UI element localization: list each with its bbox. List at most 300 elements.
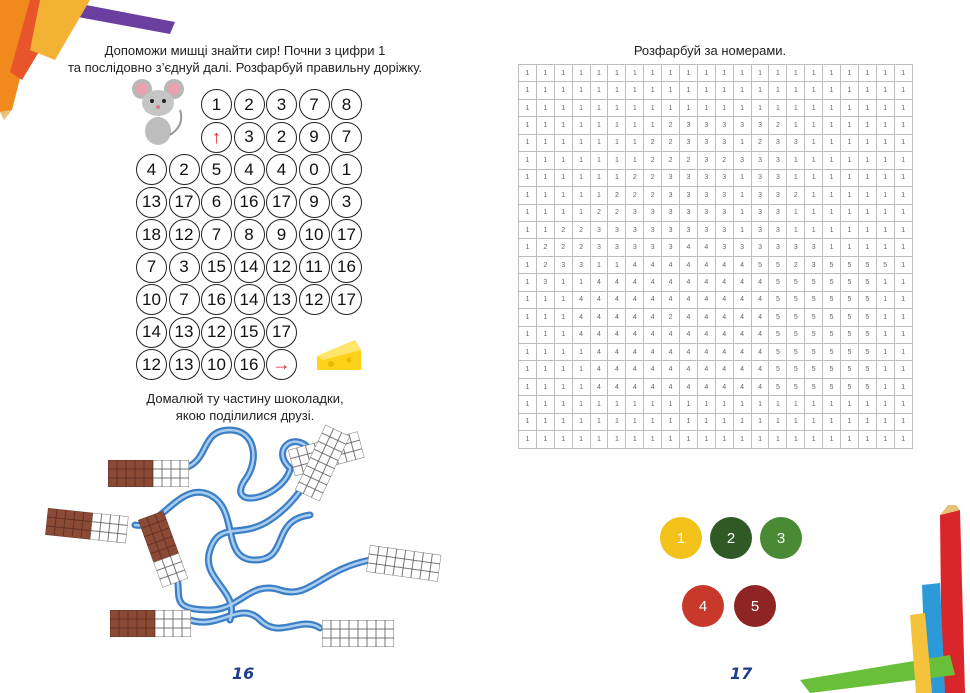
grid-cell[interactable]: 1: [751, 413, 769, 430]
grid-cell[interactable]: 4: [662, 344, 680, 361]
maze-cell[interactable]: 10: [136, 284, 167, 315]
grid-cell[interactable]: 5: [841, 256, 859, 273]
grid-cell[interactable]: 5: [841, 309, 859, 326]
maze-cell[interactable]: 14: [136, 317, 167, 348]
grid-cell[interactable]: 4: [733, 309, 751, 326]
grid-cell[interactable]: 1: [805, 187, 823, 204]
grid-cell[interactable]: 1: [572, 378, 590, 395]
grid-cell[interactable]: 1: [644, 99, 662, 116]
grid-cell[interactable]: 1: [536, 309, 554, 326]
grid-cell[interactable]: 4: [751, 274, 769, 291]
maze-cell[interactable]: 5: [201, 154, 232, 185]
grid-cell[interactable]: 1: [536, 169, 554, 186]
grid-cell[interactable]: 1: [751, 65, 769, 82]
grid-cell[interactable]: 4: [572, 291, 590, 308]
grid-cell[interactable]: 1: [876, 361, 894, 378]
grid-cell[interactable]: 2: [715, 152, 733, 169]
grid-cell[interactable]: 3: [680, 221, 698, 238]
grid-cell[interactable]: 1: [590, 169, 608, 186]
grid-cell[interactable]: 1: [823, 431, 841, 448]
grid-cell[interactable]: 1: [805, 82, 823, 99]
maze-cell[interactable]: 16: [201, 284, 232, 315]
grid-cell[interactable]: 1: [823, 152, 841, 169]
grid-cell[interactable]: 4: [644, 344, 662, 361]
grid-cell[interactable]: 1: [697, 99, 715, 116]
grid-cell[interactable]: 2: [626, 169, 644, 186]
grid-cell[interactable]: 4: [644, 274, 662, 291]
maze-cell[interactable]: 0: [299, 154, 330, 185]
maze-cell[interactable]: 2: [169, 154, 200, 185]
grid-cell[interactable]: 1: [894, 169, 912, 186]
grid-cell[interactable]: 1: [894, 431, 912, 448]
grid-cell[interactable]: 1: [536, 221, 554, 238]
grid-cell[interactable]: 5: [823, 361, 841, 378]
grid-cell[interactable]: 4: [644, 378, 662, 395]
grid-cell[interactable]: 3: [733, 152, 751, 169]
grid-cell[interactable]: 4: [751, 326, 769, 343]
grid-cell[interactable]: 1: [662, 431, 680, 448]
grid-cell[interactable]: 1: [608, 134, 626, 151]
grid-cell[interactable]: 5: [805, 291, 823, 308]
grid-cell[interactable]: 1: [769, 413, 787, 430]
grid-cell[interactable]: 3: [644, 221, 662, 238]
grid-cell[interactable]: 5: [858, 326, 876, 343]
grid-cell[interactable]: 3: [680, 187, 698, 204]
grid-cell[interactable]: 4: [680, 344, 698, 361]
grid-cell[interactable]: 4: [697, 378, 715, 395]
grid-cell[interactable]: 4: [644, 256, 662, 273]
grid-cell[interactable]: 1: [787, 82, 805, 99]
grid-cell[interactable]: 1: [590, 396, 608, 413]
grid-cell[interactable]: 4: [751, 378, 769, 395]
grid-cell[interactable]: 4: [662, 361, 680, 378]
grid-cell[interactable]: 5: [858, 309, 876, 326]
grid-cell[interactable]: 4: [608, 378, 626, 395]
grid-cell[interactable]: 1: [858, 187, 876, 204]
grid-cell[interactable]: 3: [662, 187, 680, 204]
grid-cell[interactable]: 1: [519, 99, 537, 116]
maze-cell[interactable]: 13: [169, 317, 200, 348]
grid-cell[interactable]: 1: [715, 431, 733, 448]
grid-cell[interactable]: 5: [823, 378, 841, 395]
grid-cell[interactable]: 2: [554, 221, 572, 238]
grid-cell[interactable]: 1: [805, 169, 823, 186]
grid-cell[interactable]: 3: [680, 169, 698, 186]
grid-cell[interactable]: 1: [536, 82, 554, 99]
grid-cell[interactable]: 3: [769, 239, 787, 256]
grid-cell[interactable]: 3: [733, 117, 751, 134]
grid-cell[interactable]: 4: [644, 309, 662, 326]
maze-cell[interactable]: 14: [234, 284, 265, 315]
grid-cell[interactable]: 5: [787, 326, 805, 343]
grid-cell[interactable]: 1: [697, 65, 715, 82]
grid-cell[interactable]: 1: [554, 361, 572, 378]
grid-cell[interactable]: 1: [894, 326, 912, 343]
maze-cell[interactable]: 7: [136, 252, 167, 283]
grid-cell[interactable]: 4: [626, 344, 644, 361]
grid-cell[interactable]: 1: [519, 152, 537, 169]
grid-cell[interactable]: 3: [715, 187, 733, 204]
grid-cell[interactable]: 1: [572, 396, 590, 413]
grid-cell[interactable]: 1: [876, 152, 894, 169]
grid-cell[interactable]: 1: [787, 65, 805, 82]
grid-cell[interactable]: 3: [644, 239, 662, 256]
grid-cell[interactable]: 1: [608, 82, 626, 99]
grid-cell[interactable]: 1: [858, 413, 876, 430]
grid-cell[interactable]: 3: [751, 204, 769, 221]
grid-cell[interactable]: 1: [751, 431, 769, 448]
grid-cell[interactable]: 1: [858, 169, 876, 186]
grid-cell[interactable]: 1: [608, 99, 626, 116]
maze-cell[interactable]: 4: [266, 154, 297, 185]
grid-cell[interactable]: 4: [733, 274, 751, 291]
grid-cell[interactable]: 1: [536, 291, 554, 308]
grid-cell[interactable]: 1: [608, 431, 626, 448]
grid-cell[interactable]: 1: [715, 413, 733, 430]
grid-cell[interactable]: 1: [697, 413, 715, 430]
grid-cell[interactable]: 1: [876, 309, 894, 326]
grid-cell[interactable]: 4: [662, 274, 680, 291]
grid-cell[interactable]: 1: [519, 82, 537, 99]
grid-cell[interactable]: 1: [572, 82, 590, 99]
grid-cell[interactable]: 1: [554, 326, 572, 343]
grid-cell[interactable]: 3: [697, 221, 715, 238]
grid-cell[interactable]: 1: [876, 187, 894, 204]
grid-cell[interactable]: 5: [769, 291, 787, 308]
grid-cell[interactable]: 4: [733, 256, 751, 273]
maze-cell[interactable]: 11: [299, 252, 330, 283]
grid-cell[interactable]: 4: [590, 274, 608, 291]
grid-cell[interactable]: 1: [858, 82, 876, 99]
maze-cell[interactable]: 8: [331, 89, 362, 120]
grid-cell[interactable]: 1: [608, 396, 626, 413]
grid-cell[interactable]: 3: [751, 169, 769, 186]
grid-cell[interactable]: 1: [733, 396, 751, 413]
grid-cell[interactable]: 1: [769, 396, 787, 413]
grid-cell[interactable]: 1: [823, 187, 841, 204]
grid-cell[interactable]: 4: [680, 239, 698, 256]
grid-cell[interactable]: 1: [644, 413, 662, 430]
grid-cell[interactable]: 1: [751, 82, 769, 99]
grid-cell[interactable]: 1: [894, 344, 912, 361]
maze-cell[interactable]: 6: [201, 187, 232, 218]
grid-cell[interactable]: 5: [805, 361, 823, 378]
grid-cell[interactable]: 1: [823, 396, 841, 413]
grid-cell[interactable]: 4: [590, 309, 608, 326]
grid-cell[interactable]: 4: [715, 361, 733, 378]
maze-cell[interactable]: 10: [299, 219, 330, 250]
grid-cell[interactable]: 1: [536, 413, 554, 430]
grid-cell[interactable]: 1: [894, 291, 912, 308]
grid-cell[interactable]: 5: [769, 378, 787, 395]
grid-cell[interactable]: 1: [519, 134, 537, 151]
grid-cell[interactable]: 1: [536, 396, 554, 413]
grid-cell[interactable]: 4: [608, 326, 626, 343]
grid-cell[interactable]: 1: [590, 431, 608, 448]
grid-cell[interactable]: 1: [733, 134, 751, 151]
grid-cell[interactable]: 4: [608, 291, 626, 308]
grid-cell[interactable]: 1: [841, 413, 859, 430]
grid-cell[interactable]: 1: [608, 117, 626, 134]
grid-cell[interactable]: 5: [805, 378, 823, 395]
grid-cell[interactable]: 2: [662, 309, 680, 326]
grid-cell[interactable]: 1: [680, 65, 698, 82]
grid-cell[interactable]: 5: [841, 326, 859, 343]
grid-cell[interactable]: 1: [876, 431, 894, 448]
grid-cell[interactable]: 1: [841, 221, 859, 238]
grid-cell[interactable]: 1: [894, 204, 912, 221]
grid-cell[interactable]: 2: [554, 239, 572, 256]
grid-cell[interactable]: 1: [841, 239, 859, 256]
grid-cell[interactable]: 1: [876, 117, 894, 134]
grid-cell[interactable]: 1: [554, 117, 572, 134]
grid-cell[interactable]: 1: [697, 396, 715, 413]
grid-cell[interactable]: 1: [894, 413, 912, 430]
grid-cell[interactable]: 4: [751, 309, 769, 326]
grid-cell[interactable]: 1: [769, 82, 787, 99]
grid-cell[interactable]: 1: [876, 169, 894, 186]
grid-cell[interactable]: 3: [680, 134, 698, 151]
grid-cell[interactable]: 3: [769, 134, 787, 151]
grid-cell[interactable]: 1: [805, 134, 823, 151]
grid-cell[interactable]: 5: [823, 326, 841, 343]
grid-cell[interactable]: 1: [697, 431, 715, 448]
grid-cell[interactable]: 1: [662, 99, 680, 116]
grid-cell[interactable]: 5: [823, 274, 841, 291]
grid-cell[interactable]: 1: [697, 82, 715, 99]
grid-cell[interactable]: 1: [554, 169, 572, 186]
grid-cell[interactable]: 1: [662, 413, 680, 430]
grid-cell[interactable]: 1: [894, 309, 912, 326]
grid-cell[interactable]: 3: [769, 187, 787, 204]
grid-cell[interactable]: 1: [608, 256, 626, 273]
grid-cell[interactable]: 3: [769, 221, 787, 238]
grid-cell[interactable]: 4: [644, 361, 662, 378]
grid-cell[interactable]: 1: [787, 396, 805, 413]
grid-cell[interactable]: 1: [841, 99, 859, 116]
grid-cell[interactable]: 1: [680, 99, 698, 116]
grid-cell[interactable]: 4: [680, 378, 698, 395]
maze-cell[interactable]: 17: [266, 317, 297, 348]
grid-cell[interactable]: 1: [519, 256, 537, 273]
grid-cell[interactable]: 4: [626, 309, 644, 326]
grid-cell[interactable]: 5: [769, 326, 787, 343]
grid-cell[interactable]: 1: [554, 204, 572, 221]
grid-cell[interactable]: 5: [823, 291, 841, 308]
grid-cell[interactable]: 1: [554, 99, 572, 116]
grid-cell[interactable]: 1: [626, 82, 644, 99]
grid-cell[interactable]: 1: [841, 169, 859, 186]
grid-cell[interactable]: 3: [697, 117, 715, 134]
grid-cell[interactable]: 5: [805, 309, 823, 326]
maze-cell[interactable]: 2: [234, 89, 265, 120]
grid-cell[interactable]: 1: [554, 82, 572, 99]
grid-cell[interactable]: 1: [858, 152, 876, 169]
grid-cell[interactable]: 3: [769, 169, 787, 186]
grid-cell[interactable]: 1: [823, 169, 841, 186]
grid-cell[interactable]: 1: [554, 291, 572, 308]
grid-cell[interactable]: 1: [519, 117, 537, 134]
grid-cell[interactable]: 1: [876, 378, 894, 395]
grid-cell[interactable]: 1: [626, 99, 644, 116]
grid-cell[interactable]: 4: [626, 326, 644, 343]
grid-cell[interactable]: 1: [519, 378, 537, 395]
grid-cell[interactable]: 1: [519, 169, 537, 186]
grid-cell[interactable]: 1: [876, 82, 894, 99]
maze-cell[interactable]: 17: [331, 284, 362, 315]
grid-cell[interactable]: 3: [697, 134, 715, 151]
maze-cell[interactable]: 9: [299, 187, 330, 218]
grid-cell[interactable]: 1: [519, 187, 537, 204]
grid-cell[interactable]: 3: [751, 239, 769, 256]
grid-cell[interactable]: 4: [733, 361, 751, 378]
grid-cell[interactable]: 1: [590, 256, 608, 273]
maze-cell[interactable]: 8: [234, 219, 265, 250]
grid-cell[interactable]: 3: [626, 239, 644, 256]
maze-cell[interactable]: 17: [331, 219, 362, 250]
grid-cell[interactable]: 5: [787, 344, 805, 361]
grid-cell[interactable]: 1: [894, 378, 912, 395]
maze-cell[interactable]: 10: [201, 349, 232, 380]
grid-cell[interactable]: 4: [697, 274, 715, 291]
grid-cell[interactable]: 1: [823, 82, 841, 99]
grid-cell[interactable]: 2: [590, 204, 608, 221]
grid-cell[interactable]: 4: [590, 344, 608, 361]
grid-cell[interactable]: 4: [626, 274, 644, 291]
grid-cell[interactable]: 1: [536, 326, 554, 343]
grid-cell[interactable]: 1: [715, 82, 733, 99]
grid-cell[interactable]: 1: [876, 413, 894, 430]
grid-cell[interactable]: 4: [751, 361, 769, 378]
grid-cell[interactable]: 1: [876, 204, 894, 221]
grid-cell[interactable]: 1: [894, 274, 912, 291]
grid-cell[interactable]: 1: [662, 82, 680, 99]
grid-cell[interactable]: 4: [590, 378, 608, 395]
grid-cell[interactable]: 1: [590, 117, 608, 134]
grid-cell[interactable]: 4: [715, 326, 733, 343]
grid-cell[interactable]: 1: [536, 65, 554, 82]
grid-cell[interactable]: 1: [554, 396, 572, 413]
grid-cell[interactable]: 2: [626, 187, 644, 204]
grid-cell[interactable]: 5: [841, 344, 859, 361]
grid-cell[interactable]: 1: [554, 134, 572, 151]
grid-cell[interactable]: 5: [751, 256, 769, 273]
grid-cell[interactable]: 4: [715, 344, 733, 361]
grid-cell[interactable]: 1: [536, 204, 554, 221]
maze-cell[interactable]: 16: [234, 349, 265, 380]
grid-cell[interactable]: 1: [769, 431, 787, 448]
grid-cell[interactable]: 1: [805, 221, 823, 238]
grid-cell[interactable]: 1: [787, 99, 805, 116]
grid-cell[interactable]: 5: [805, 344, 823, 361]
maze-cell[interactable]: 12: [266, 252, 297, 283]
grid-cell[interactable]: 1: [894, 256, 912, 273]
grid-cell[interactable]: 1: [769, 65, 787, 82]
grid-cell[interactable]: 4: [751, 344, 769, 361]
grid-cell[interactable]: 1: [519, 396, 537, 413]
grid-cell[interactable]: 4: [697, 326, 715, 343]
grid-cell[interactable]: 1: [536, 361, 554, 378]
grid-cell[interactable]: 3: [662, 221, 680, 238]
grid-cell[interactable]: 1: [894, 187, 912, 204]
maze-cell[interactable]: 14: [234, 252, 265, 283]
grid-cell[interactable]: 4: [680, 309, 698, 326]
grid-cell[interactable]: 1: [536, 152, 554, 169]
maze-arrow[interactable]: →: [266, 349, 297, 380]
maze-cell[interactable]: 7: [331, 122, 362, 153]
grid-cell[interactable]: 1: [733, 187, 751, 204]
grid-cell[interactable]: 1: [536, 187, 554, 204]
maze-cell[interactable]: 7: [299, 89, 330, 120]
maze-cell[interactable]: 17: [169, 187, 200, 218]
grid-cell[interactable]: 2: [769, 117, 787, 134]
grid-cell[interactable]: 2: [572, 221, 590, 238]
grid-cell[interactable]: 1: [876, 65, 894, 82]
grid-cell[interactable]: 5: [787, 378, 805, 395]
grid-cell[interactable]: 1: [841, 396, 859, 413]
grid-cell[interactable]: 1: [769, 99, 787, 116]
maze-cell[interactable]: 18: [136, 219, 167, 250]
grid-cell[interactable]: 3: [590, 221, 608, 238]
grid-cell[interactable]: 1: [644, 65, 662, 82]
grid-cell[interactable]: 1: [662, 65, 680, 82]
grid-cell[interactable]: 1: [894, 152, 912, 169]
grid-cell[interactable]: 1: [626, 413, 644, 430]
grid-cell[interactable]: 4: [608, 309, 626, 326]
maze-cell[interactable]: 3: [234, 122, 265, 153]
grid-cell[interactable]: 1: [680, 396, 698, 413]
maze-cell[interactable]: 3: [331, 187, 362, 218]
grid-cell[interactable]: 3: [715, 221, 733, 238]
grid-cell[interactable]: 1: [626, 134, 644, 151]
grid-cell[interactable]: 1: [894, 396, 912, 413]
maze-cell[interactable]: 1: [331, 154, 362, 185]
maze-cell[interactable]: 7: [169, 284, 200, 315]
grid-cell[interactable]: 1: [554, 413, 572, 430]
grid-cell[interactable]: 1: [876, 134, 894, 151]
grid-cell[interactable]: 1: [894, 361, 912, 378]
grid-cell[interactable]: 1: [519, 431, 537, 448]
grid-cell[interactable]: 4: [644, 326, 662, 343]
grid-cell[interactable]: 1: [733, 413, 751, 430]
grid-cell[interactable]: 3: [715, 134, 733, 151]
grid-cell[interactable]: 1: [590, 82, 608, 99]
grid-cell[interactable]: 4: [680, 291, 698, 308]
grid-cell[interactable]: 4: [715, 309, 733, 326]
grid-cell[interactable]: 2: [608, 187, 626, 204]
grid-cell[interactable]: 1: [787, 221, 805, 238]
grid-cell[interactable]: 1: [823, 413, 841, 430]
grid-cell[interactable]: 3: [680, 117, 698, 134]
grid-cell[interactable]: 1: [608, 169, 626, 186]
grid-cell[interactable]: 4: [697, 344, 715, 361]
grid-cell[interactable]: 1: [626, 117, 644, 134]
grid-cell[interactable]: 3: [751, 187, 769, 204]
grid-cell[interactable]: 1: [894, 239, 912, 256]
maze-cell[interactable]: 3: [266, 89, 297, 120]
grid-cell[interactable]: 1: [680, 82, 698, 99]
grid-cell[interactable]: 1: [787, 152, 805, 169]
grid-cell[interactable]: 1: [787, 413, 805, 430]
grid-cell[interactable]: 5: [769, 344, 787, 361]
grid-cell[interactable]: 4: [662, 326, 680, 343]
grid-cell[interactable]: 5: [787, 291, 805, 308]
grid-cell[interactable]: 3: [715, 117, 733, 134]
grid-cell[interactable]: 4: [680, 326, 698, 343]
grid-cell[interactable]: 3: [697, 187, 715, 204]
grid-cell[interactable]: 1: [733, 221, 751, 238]
grid-cell[interactable]: 2: [608, 204, 626, 221]
